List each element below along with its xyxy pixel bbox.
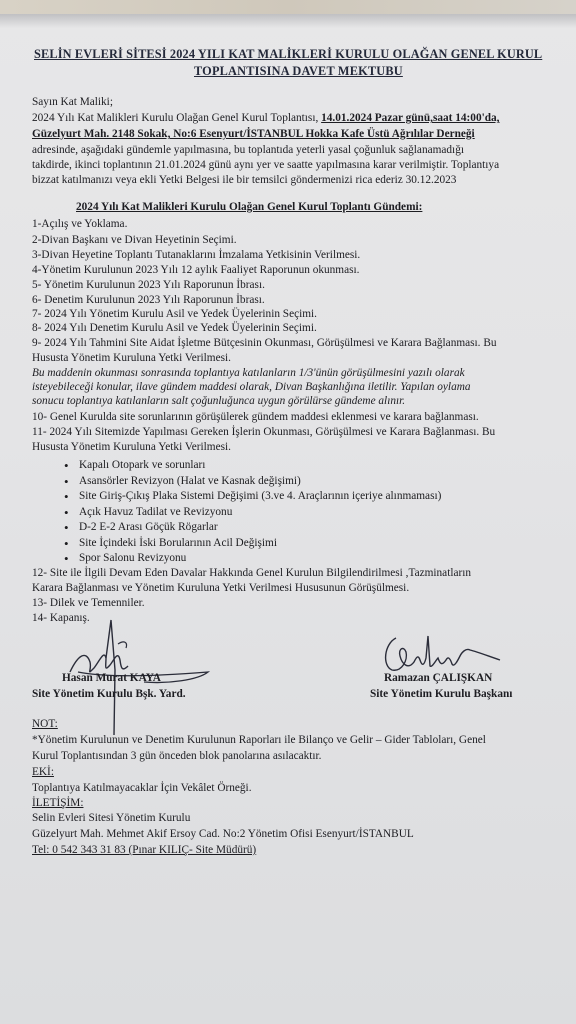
contact-label: İLETİŞİM:: [32, 797, 84, 809]
intro-line-4: takdirde, ikinci toplantının 21.01.2024 günü aynı yer ve saatte yapılmasına karar verilmiştir. Toplantıya: [32, 159, 500, 171]
agenda-item: Hususta Yönetim Kuruluna Yetki Verilmesi.: [32, 352, 231, 364]
bullet-item: • Kapalı Otopark ve sorunları: [79, 459, 205, 471]
agenda-note: sonucu toplantıya katılanların salt çoğunluğunca uygun görülürse gündeme alınır.: [32, 395, 406, 407]
bullet-item: • Site Giriş-Çıkış Plaka Sistemi Değişimi (3.ve 4. Araçlarının içeriye alınmaması): [79, 490, 441, 502]
note-text: Kurul Toplantısından 3 gün önceden blok panolarına asılacaktır.: [32, 750, 322, 762]
agenda-item: 12- Site ile İlgili Devam Eden Davalar Hakkında Genel Kurulun Bilgilendirilmesi ,Tazminatların: [32, 567, 472, 579]
agenda-item: 1-Açılış ve Yoklama.: [32, 218, 128, 230]
document-subtitle: TOPLANTISINA DAVET MEKTUBU: [194, 64, 403, 78]
agenda-item: Hususta Yönetim Kuruluna Yetki Verilmesi.: [32, 441, 231, 453]
meeting-address: Güzelyurt Mah. 2148 Sokak, No:6 Esenyurt/İSTANBUL Hokka Kafe Üstü Ağrılılar Derneği: [32, 128, 475, 140]
agenda-item: 11- 2024 Yılı Sitemizde Yapılması Gereken İşlerin Okunması, Görüşülmesi ve Karara Bağlanması. Bu: [32, 426, 496, 438]
intro-line-1: [32, 112, 499, 124]
attachment-label: EKİ:: [32, 766, 54, 778]
agenda-item: 10- Genel Kurulda site sorunlarının görüşülerek gündem maddesi eklenmesi ve karara bağlanması.: [32, 411, 479, 423]
document-title: SELİN EVLERİ SİTESİ 2024 YILI KAT MALİKLERİ KURULU OLAĞAN GENEL KURUL: [34, 47, 543, 61]
agenda-note: Bu maddenin okunması sonrasında toplantıya katılanların 1/3'ünün görüşülmesini yazılı olarak: [32, 367, 465, 379]
intro-line-5: bizzat katılmanızı veya ekli Yetki Belgesi ile bir temsilci göndermenizi rica ederiz 30.12.2023: [32, 174, 457, 186]
meeting-date: 14.01.2024 Pazar günü,saat 14:00'da,: [321, 112, 500, 124]
agenda-item: 9- 2024 Yılı Tahmini Site Aidat İşletme Bütçesinin Okunması, Görüşülmesi ve Karara Bağlanması. Bu: [32, 337, 497, 349]
intro-line-3: adresinde, aşağıdaki gündemle yapılmasına, bu toplantıda yeterli yasal çoğunluk sağlanamadığı: [32, 144, 464, 156]
contact-org: Selin Evleri Sitesi Yönetim Kurulu: [32, 812, 191, 824]
salutation: Sayın Kat Maliki;: [32, 96, 113, 108]
contact-phone: Tel: 0 542 343 31 83 (Pınar KILIÇ- Site Müdürü): [32, 844, 257, 856]
agenda-item: 4-Yönetim Kurulunun 2023 Yılı 12 aylık Faaliyet Raporunun okunması.: [32, 264, 360, 276]
agenda-heading: 2024 Yılı Kat Malikleri Kurulu Olağan Genel Kurul Toplantı Gündemi:: [76, 201, 423, 213]
bullet-item: • D-2 E-2 Arası Göçük Rögarlar: [79, 521, 218, 533]
agenda-note: isteyebileceği konular, ilave gündem maddesi olarak, Divan Başkanlığına iletilir. Yapılan oylama: [32, 381, 471, 393]
left-signatory-name: Hasan Murat KAYA: [62, 672, 161, 684]
note-label: NOT:: [32, 718, 58, 730]
bullet-item: • Asansörler Revizyon (Halat ve Kasnak değişimi): [79, 475, 301, 487]
agenda-item: 3-Divan Heyetine Toplantı Tutanaklarını İmzalama Yetkisinin Verilmesi.: [32, 249, 361, 261]
attachment-text: Toplantıya Katılmayacaklar İçin Vekâlet Örneği.: [32, 782, 252, 794]
intro-text: 2024 Yılı Kat Malikleri Kurulu Olağan Genel Kurul Toplantısı,: [32, 112, 322, 124]
agenda-item: 5- Yönetim Kurulunun 2023 Yılı Raporunun İbrası.: [32, 279, 265, 291]
agenda-item: 2-Divan Başkanı ve Divan Heyetinin Seçimi.: [32, 234, 237, 246]
right-signatory-title: Site Yönetim Kurulu Başkanı: [370, 688, 513, 700]
bullet-item: • Açık Havuz Tadilat ve Revizyonu: [79, 506, 232, 518]
agenda-item: 14- Kapanış.: [32, 612, 90, 624]
right-signatory-name: Ramazan ÇALIŞKAN: [384, 672, 493, 684]
contact-address: Güzelyurt Mah. Mehmet Akif Ersoy Cad. No:2 Yönetim Ofisi Esenyurt/İSTANBUL: [32, 828, 414, 840]
agenda-item: 7- 2024 Yılı Yönetim Kurulu Asil ve Yedek Üyelerinin Seçimi.: [32, 308, 318, 320]
paper-shadow: [0, 14, 576, 28]
agenda-item: 6- Denetim Kurulunun 2023 Yılı Raporunun İbrası.: [32, 294, 265, 306]
agenda-item: Karara Bağlanması ve Yönetim Kuruluna Yetki Verilmesi Hususunun Görüşülmesi.: [32, 582, 410, 594]
agenda-item: 13- Dilek ve Temenniler.: [32, 597, 145, 609]
left-signatory-title: Site Yönetim Kurulu Bşk. Yard.: [32, 688, 186, 700]
note-text: *Yönetim Kurulunun ve Denetim Kurulunun Raporları ile Bilanço ve Gelir – Gider Tabloları, Genel: [32, 734, 486, 746]
agenda-item: 8- 2024 Yılı Denetim Kurulu Asil ve Yedek Üyelerinin Seçimi.: [32, 322, 317, 334]
background-strip: [0, 0, 576, 14]
bullet-item: • Site İçindeki İski Borularının Acil Değişimi: [79, 537, 277, 549]
bullet-item: • Spor Salonu Revizyonu: [79, 552, 186, 564]
